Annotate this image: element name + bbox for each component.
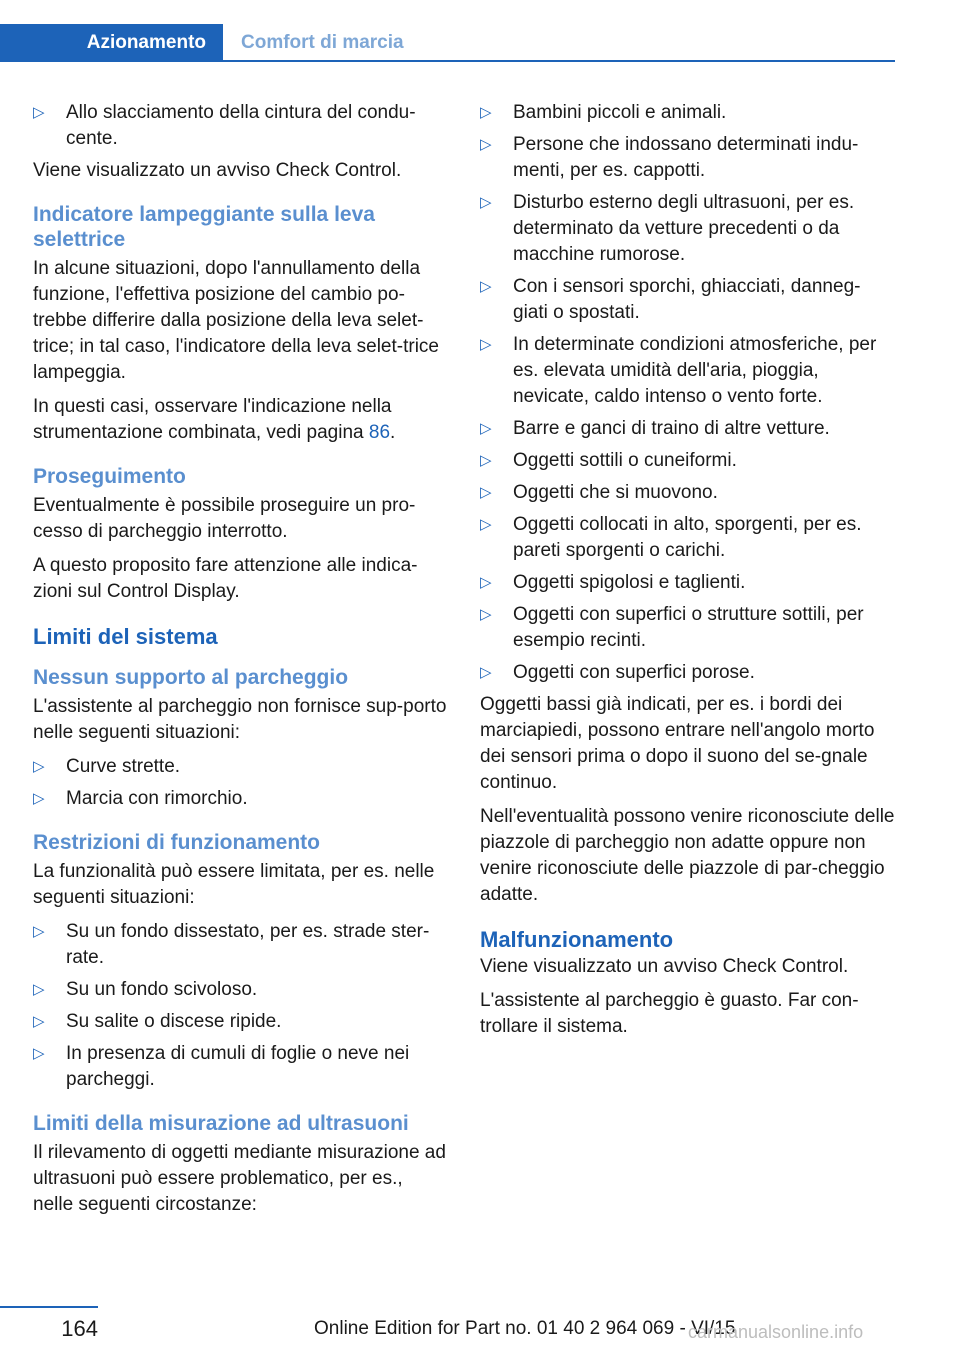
list-item: ▷ Su salite o discese ripide. xyxy=(33,1009,448,1035)
section-heading: Limiti della misurazione ad ultrasuoni xyxy=(33,1112,409,1135)
section-heading: Indicatore lampeggiante sulla leva selettrice xyxy=(33,203,375,251)
chapter-heading: Limiti del sistema xyxy=(33,624,218,649)
list-item: ▷ Persone che indossano determinati indu-menti, per es. cappotti. xyxy=(480,132,895,184)
tab-azionamento[interactable]: Azionamento xyxy=(0,24,223,62)
paragraph: A questo proposito fare attenzione alle indica-zioni sul Control Display. xyxy=(33,555,418,602)
list-item: ▷ Disturbo esterno degli ultrasuoni, per es. determinato da vetture precedenti o da macchine rumorose. xyxy=(480,190,895,268)
paragraph: Eventualmente è possibile proseguire un pro-cesso di parcheggio interrotto. xyxy=(33,495,416,542)
tab-comfort-di-marcia[interactable]: Comfort di marcia xyxy=(241,32,404,53)
list-item: ▷ Curve strette. xyxy=(33,754,448,780)
list-item: ▷ Oggetti sottili o cuneiformi. xyxy=(480,448,895,474)
triangle-bullet-icon: ▷ xyxy=(480,606,492,623)
list-item: ▷ Barre e ganci di traino di altre vetture. xyxy=(480,416,895,442)
triangle-bullet-icon: ▷ xyxy=(480,452,492,469)
list-item: ▷ Con i sensori sporchi, ghiacciati, danneg-giati o spostati. xyxy=(480,274,895,326)
paragraph: Oggetti bassi già indicati, per es. i bordi dei marciapiedi, possono entrare nell'angolo morto dei sensori prima o dopo il suono del se-gnale continuo. xyxy=(480,694,875,793)
page-link[interactable]: 86 xyxy=(368,422,391,443)
page-number: 164 xyxy=(61,1316,98,1341)
triangle-bullet-icon: ▷ xyxy=(480,336,492,353)
paragraph: L'assistente al parcheggio è guasto. Far con-trollare il sistema. xyxy=(480,990,859,1037)
list-item: ▷ Marcia con rimorchio. xyxy=(33,786,448,812)
triangle-bullet-icon: ▷ xyxy=(480,104,492,121)
paragraph: L'assistente al parcheggio non fornisce sup-porto nelle seguenti situazioni: xyxy=(33,696,447,743)
triangle-bullet-icon: ▷ xyxy=(33,1013,45,1030)
triangle-bullet-icon: ▷ xyxy=(33,1045,45,1062)
triangle-bullet-icon: ▷ xyxy=(33,758,45,775)
footer-divider xyxy=(0,1306,98,1308)
bullet-list xyxy=(33,100,448,152)
paragraph: Viene visualizzato un avviso Check Control. xyxy=(480,956,849,977)
bullet-list xyxy=(33,919,448,1093)
paragraph: In questi casi, osservare l'indicazione nella strumentazione combinata, vedi pagina 86. xyxy=(33,396,396,443)
triangle-bullet-icon: ▷ xyxy=(33,923,45,940)
list-item: ▷ Oggetti collocati in alto, sporgenti, per es. pareti sporgenti o carichi. xyxy=(480,512,895,564)
triangle-bullet-icon: ▷ xyxy=(480,664,492,681)
list-item: ▷ Allo slacciamento della cintura del condu-cente. xyxy=(33,100,448,152)
triangle-bullet-icon: ▷ xyxy=(33,981,45,998)
paragraph: In alcune situazioni, dopo l'annullamento della funzione, l'effettiva posizione del cambio po-trebbe differire dalla posizione della leva selet-trice; in tal caso, l'indicatore della leva selet-trice lampeggia. xyxy=(33,258,439,383)
list-item: ▷ Su un fondo dissestato, per es. strade ster-rate. xyxy=(33,919,448,971)
triangle-bullet-icon: ▷ xyxy=(480,516,492,533)
list-item: ▷ Oggetti che si muovono. xyxy=(480,480,895,506)
list-item: ▷ Bambini piccoli e animali. xyxy=(480,100,895,126)
triangle-bullet-icon: ▷ xyxy=(480,574,492,591)
page-header xyxy=(0,0,895,62)
triangle-bullet-icon: ▷ xyxy=(480,194,492,211)
triangle-bullet-icon: ▷ xyxy=(480,278,492,295)
paragraph: Viene visualizzato un avviso Check Control. xyxy=(33,160,402,181)
edition-note: Online Edition for Part no. 01 40 2 964 069 - VI/15 xyxy=(314,1318,736,1339)
right-column xyxy=(480,100,895,1048)
list-item: ▷ Oggetti con superfici porose. xyxy=(480,660,895,686)
paragraph: Il rilevamento di oggetti mediante misurazione ad ultrasuoni può essere problematico, per es., nelle seguenti circostanze: xyxy=(33,1142,446,1215)
triangle-bullet-icon: ▷ xyxy=(33,790,45,807)
triangle-bullet-icon: ▷ xyxy=(480,484,492,501)
watermark: carmanualsonline.info xyxy=(688,1322,864,1342)
section-heading: Proseguimento xyxy=(33,465,186,488)
triangle-bullet-icon: ▷ xyxy=(33,104,45,121)
header-divider xyxy=(0,60,895,62)
paragraph: La funzionalità può essere limitata, per es. nelle seguenti situazioni: xyxy=(33,861,435,908)
chapter-heading: Malfunzionamento xyxy=(480,927,674,952)
bullet-list xyxy=(480,100,895,686)
list-item: ▷ In determinate condizioni atmosferiche, per es. elevata umidità dell'aria, pioggia, nevicate, caldo intenso o vento forte. xyxy=(480,332,895,410)
left-column xyxy=(33,100,448,1226)
list-item: ▷ In presenza di cumuli di foglie o neve nei parcheggi. xyxy=(33,1041,448,1093)
bullet-list xyxy=(33,754,448,812)
list-item: ▷ Oggetti con superfici o strutture sottili, per esempio recinti. xyxy=(480,602,895,654)
list-item: ▷ Oggetti spigolosi e taglienti. xyxy=(480,570,895,596)
triangle-bullet-icon: ▷ xyxy=(480,420,492,437)
triangle-bullet-icon: ▷ xyxy=(480,136,492,153)
section-heading: Nessun supporto al parcheggio xyxy=(33,666,349,689)
section-heading: Restrizioni di funzionamento xyxy=(33,831,320,854)
paragraph: Nell'eventualità possono venire riconosciute delle piazzole di parcheggio non adatte oppure non venire riconosciute delle piazzole di par-cheggio adatte. xyxy=(480,806,895,905)
list-item: ▷ Su un fondo scivoloso. xyxy=(33,977,448,1003)
